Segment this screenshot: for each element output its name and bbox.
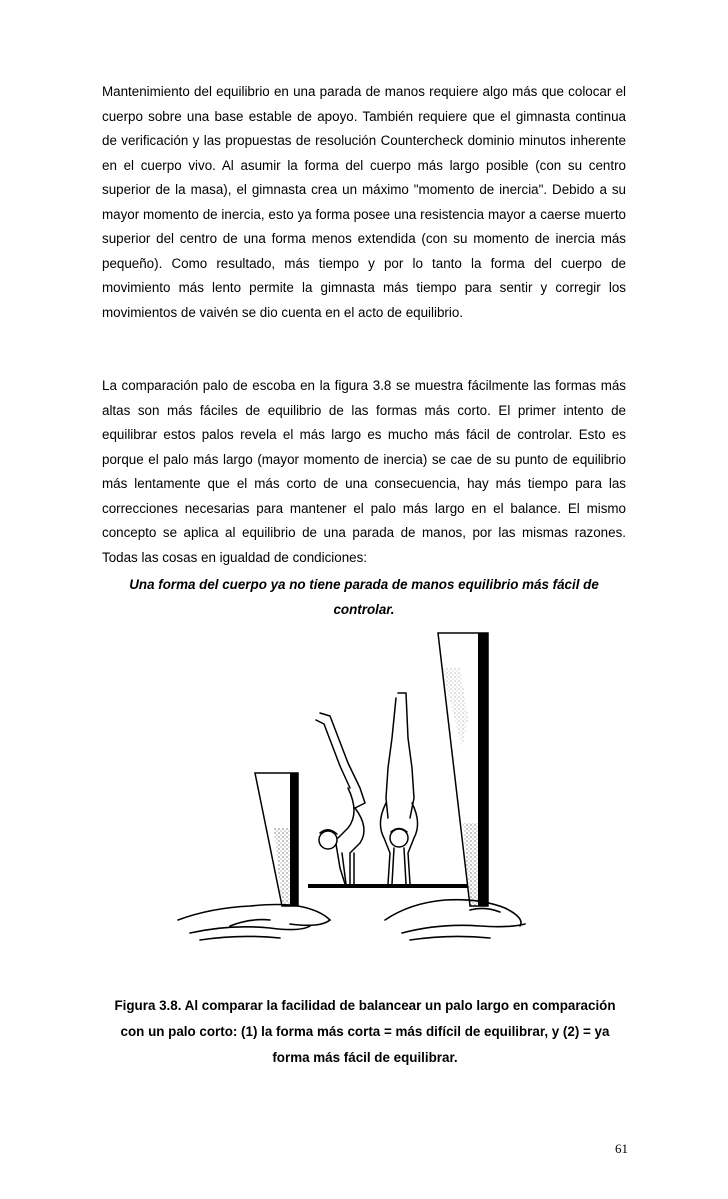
body-paragraph-2: La comparación palo de escoba en la figura 3.8 se muestra fácilmente las formas más altas son más fáciles de equilibrio de las formas más corto. El primer intento de equilibrar estos palos revela el más largo es mucho más fácil de controlar. Esto es porque el palo más largo (mayor momento de inercia) se cae de su punto de equilibrio más lentamente que el más corto de una consecuencia, hay más tiempo para las correcciones necesarias para mantener el palo más largo en el balance. El mismo concepto se aplica al equilibrio de una parada de manos, por las mismas razones. Todas las cosas en igualdad de condiciones: [102, 378, 626, 565]
balance-illustration [170, 628, 530, 948]
short-stick [255, 773, 298, 906]
gymnast-straight [380, 693, 417, 884]
hand-right [385, 900, 525, 940]
hand-left [178, 905, 330, 941]
emphasis-statement: Una forma del cuerpo ya no tiene parada de manos equilibrio más fácil de controlar. [129, 577, 599, 617]
page-number: 61 [615, 1141, 628, 1156]
body-paragraph-1: Mantenimiento del equilibrio en una parada de manos requiere algo más que colocar el cuerpo sobre una base estable de apoyo. También requiere que el gimnasta continua de verificación y las propuestas de resolución Countercheck dominio minutos inherente en el cuerpo vivo. Al asumir la forma del cuerpo más largo posible (con su centro superior de la masa), el gimnasta crea un máximo "momento de inercia". Debido a su mayor momento de inercia, esto ya forma posee una resistencia mayor a caerse muerto superior del centro de una forma menos extendida (con su momento de inercia más pequeño). Como resultado, más tiempo y por lo tanto la forma del cuerpo de movimiento más lento permite la gimnasta más tiempo para sentir y corregir los movimientos de vaivén se dio cuenta en el acto de equilibrio. [102, 84, 626, 320]
figure-3-8-illustration [170, 628, 530, 948]
figure-caption: Figura 3.8. Al comparar la facilidad de balancear un palo largo en comparación con un palo corto: (1) la forma más corta = más difícil de equilibrar, y (2) = ya forma más fácil de equilibrar. [114, 998, 616, 1065]
gymnast-piked [316, 713, 365, 884]
long-stick [438, 633, 488, 906]
